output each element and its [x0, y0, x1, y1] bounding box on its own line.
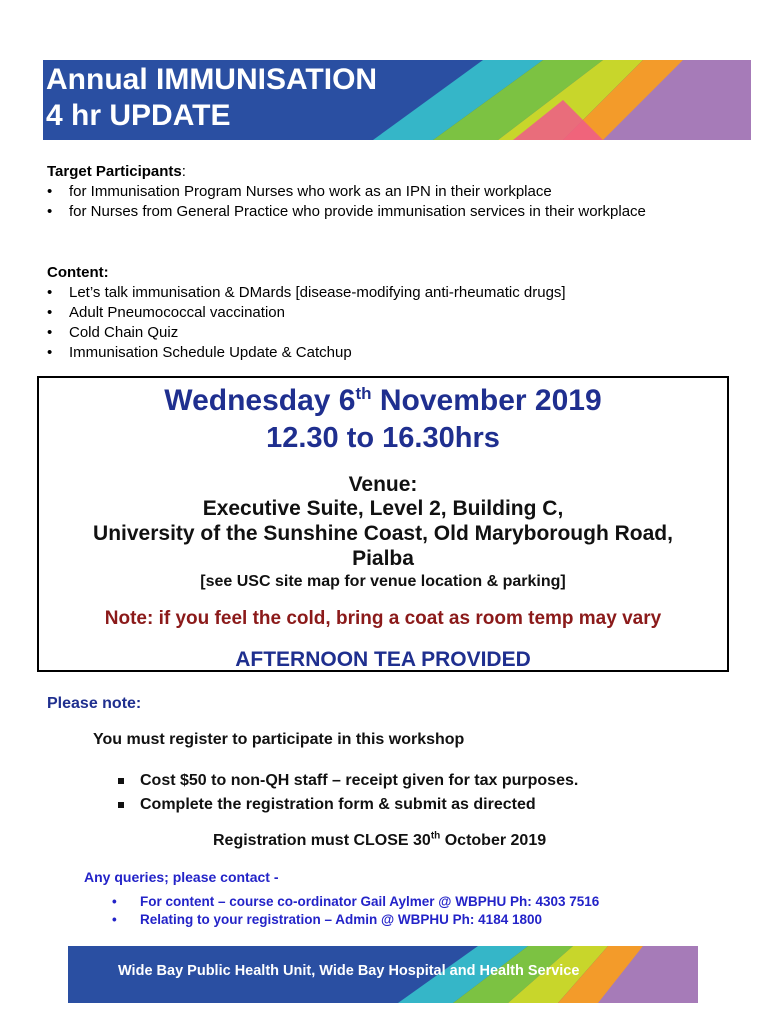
target-participants-list	[23, 182, 727, 222]
list-item: • Relating to your registration – Admin @ WBPHU Ph: 4184 1800	[112, 911, 599, 929]
venue-label: Venue:	[348, 473, 418, 496]
registration-list	[117, 769, 578, 817]
list-item: • Adult Pneumococcal vaccination	[23, 303, 727, 323]
contact-list	[112, 893, 599, 929]
must-register-text: You must register to participate in this workshop	[93, 731, 465, 748]
target-heading-suffix: :	[181, 163, 186, 180]
content-heading: Content:	[47, 264, 109, 281]
event-time: 12.30 to 16.30hrs	[266, 422, 500, 454]
venue-address-line1: University of the Sunshine Coast, Old Maryborough Road,	[93, 522, 673, 545]
registration-close-date	[213, 832, 546, 850]
event-date-pre: Wednesday 6	[164, 384, 356, 417]
event-date-post: November 2019	[371, 384, 602, 417]
close-pre: Registration must CLOSE 30	[213, 832, 431, 849]
please-note-heading: Please note:	[47, 695, 142, 712]
banner-title	[46, 62, 377, 134]
venue-address	[39, 521, 727, 571]
event-details-box	[37, 376, 729, 672]
queries-heading: Any queries; please contact -	[84, 869, 279, 885]
header-banner	[43, 60, 751, 140]
banner-title-line1: Annual IMMUNISATION	[46, 63, 378, 96]
footer-banner	[68, 946, 698, 1003]
target-heading-text: Target Participants	[47, 163, 182, 180]
content-section	[47, 263, 727, 363]
target-participants-section	[47, 162, 727, 222]
list-item: • Cold Chain Quiz	[23, 323, 727, 343]
list-item: • for Immunisation Program Nurses who work as an IPN in their workplace	[23, 182, 727, 202]
event-date-sup: th	[355, 384, 372, 403]
cold-note: Note: if you feel the cold, bring a coat as room temp may vary	[104, 608, 662, 629]
target-participants-heading	[47, 162, 727, 182]
footer-text: Wide Bay Public Health Unit, Wide Bay Hospital and Health Service	[118, 963, 580, 979]
event-date	[39, 382, 727, 420]
afternoon-tea-notice: AFTERNOON TEA PROVIDED	[235, 648, 531, 671]
banner-title-line2: 4 hr UPDATE	[46, 99, 231, 132]
list-item: • For content – course co-ordinator Gail Aylmer @ WBPHU Ph: 4303 7516	[112, 893, 599, 911]
close-post: October 2019	[440, 832, 547, 849]
content-list	[23, 283, 727, 363]
list-item: • Immunisation Schedule Update & Catchup	[23, 343, 727, 363]
venue-map-note: [see USC site map for venue location & parking]	[200, 573, 566, 590]
close-sup: th	[430, 830, 441, 842]
venue-address-line2: Pialba	[352, 547, 414, 570]
list-item: • for Nurses from General Practice who provide immunisation services in their workplace	[23, 202, 727, 222]
list-item: • Let’s talk immunisation & DMards [disease-modifying anti-rheumatic drugs]	[23, 283, 727, 303]
list-item: Complete the registration form & submit as directed	[117, 793, 578, 817]
list-item: Cost $50 to non-QH staff – receipt given for tax purposes.	[117, 769, 578, 793]
venue-name: Executive Suite, Level 2, Building C,	[202, 497, 564, 520]
